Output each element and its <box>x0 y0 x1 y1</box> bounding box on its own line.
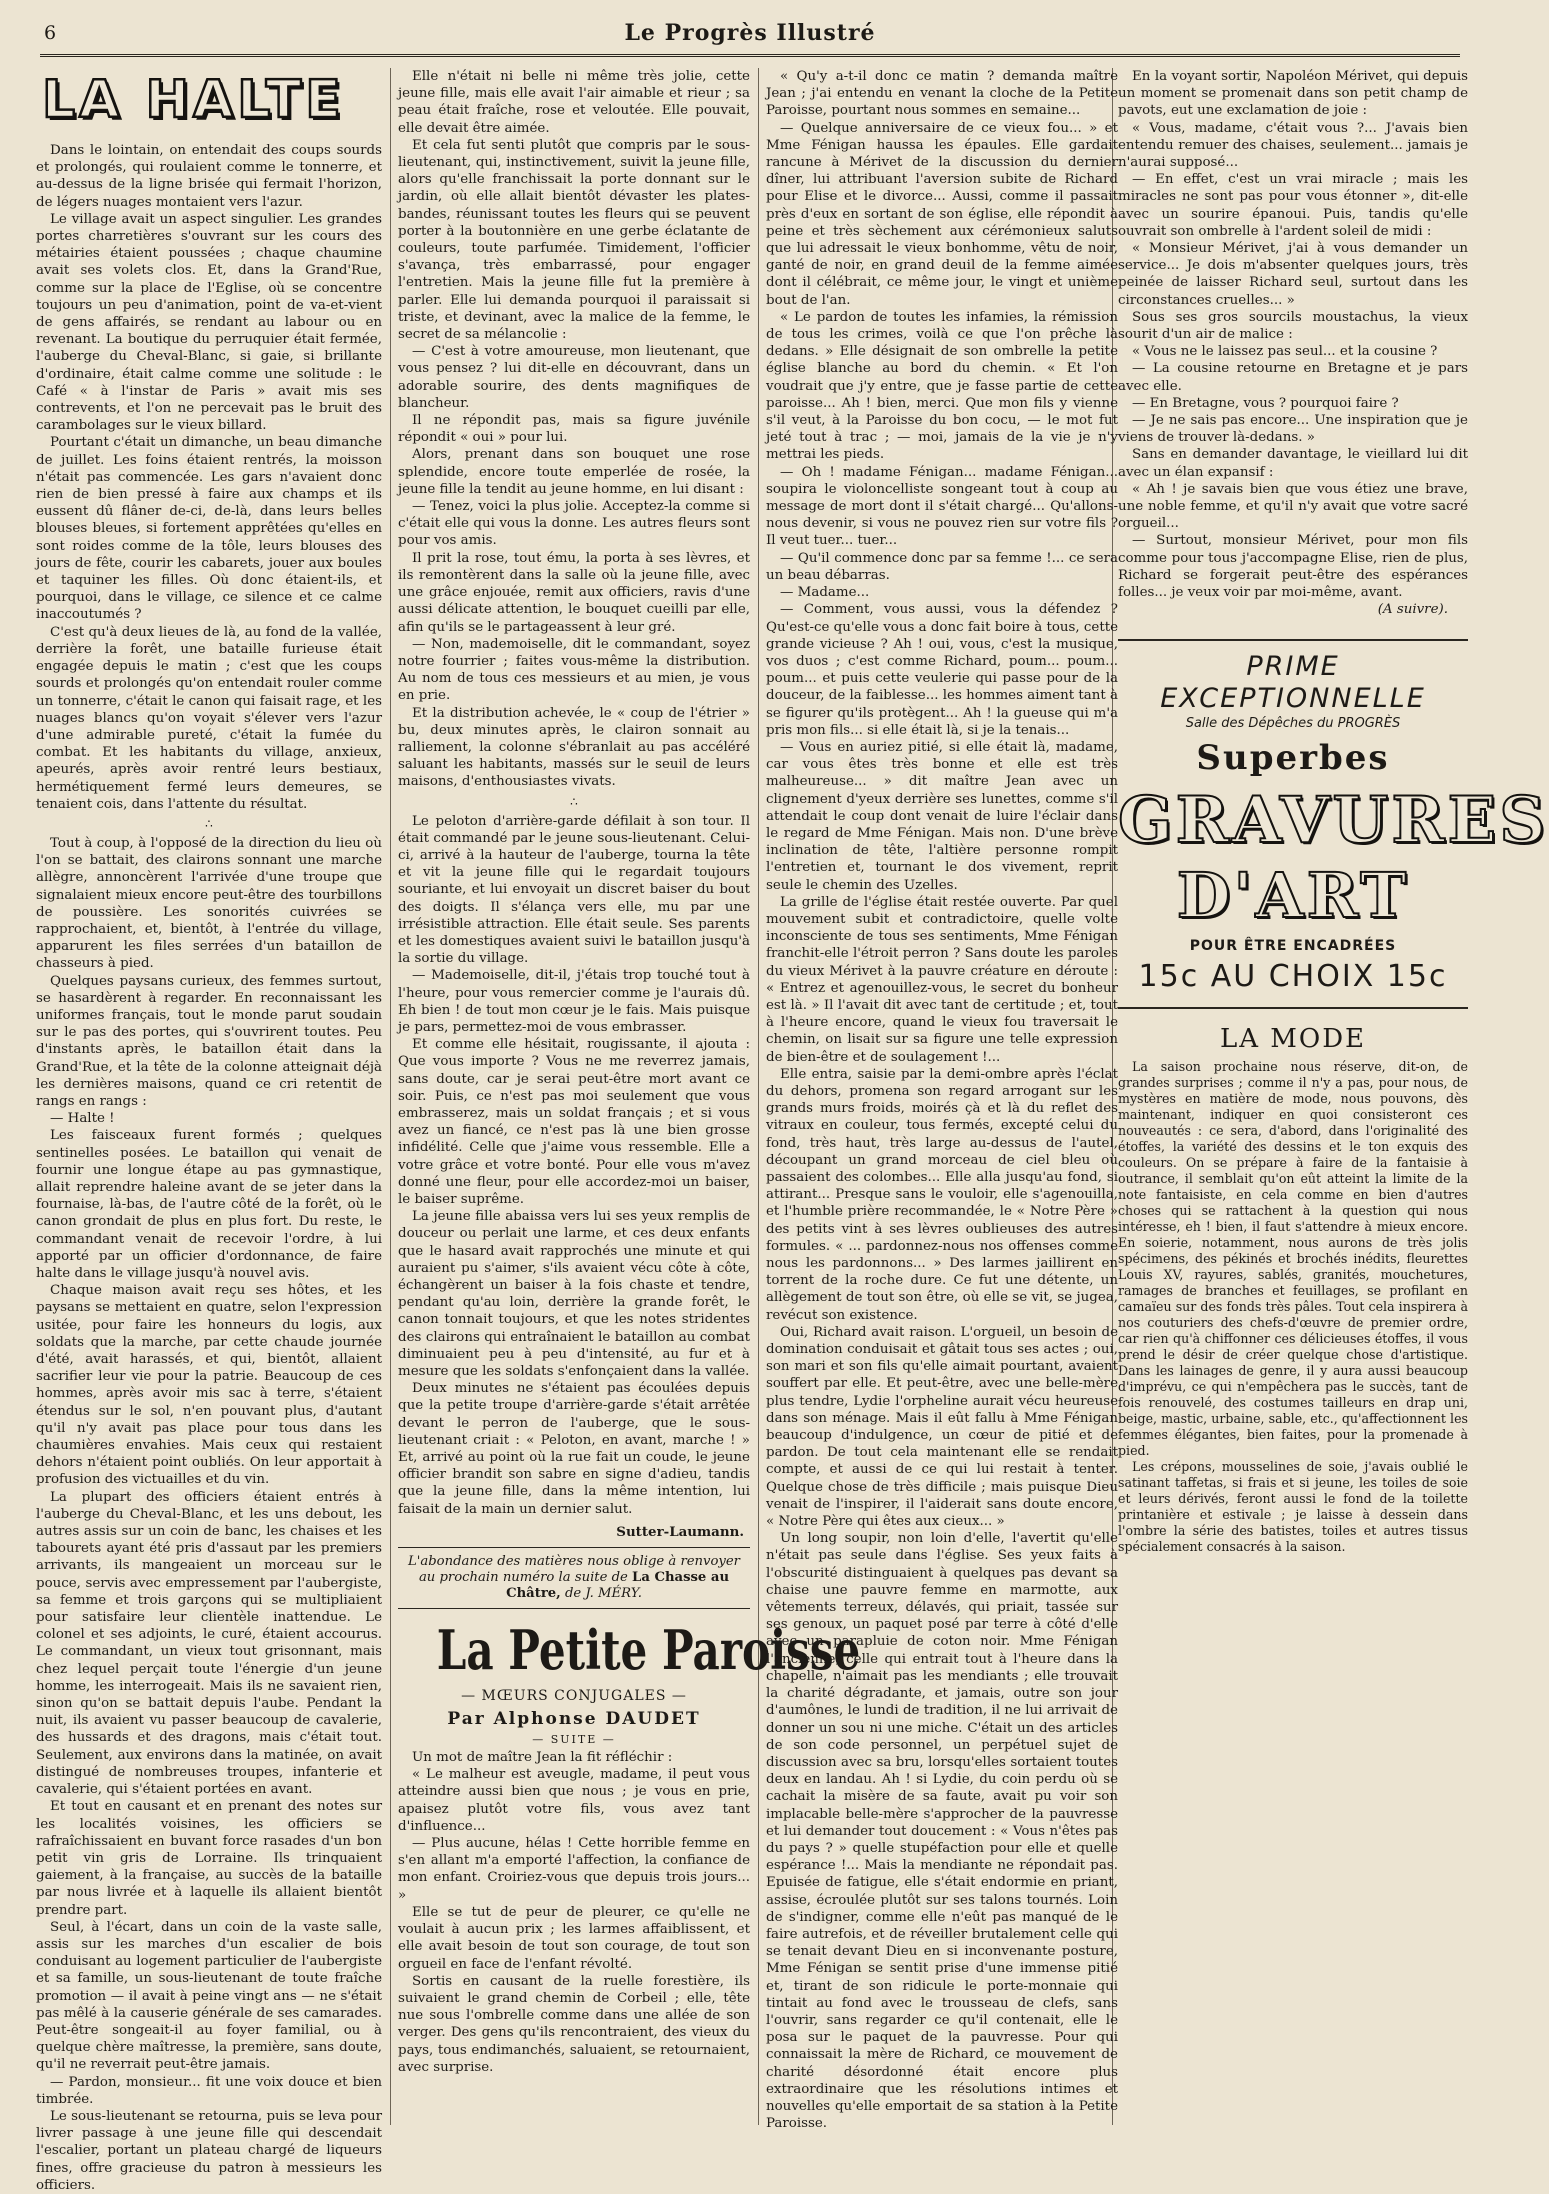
column-2 <box>398 68 861 2125</box>
halte-paragraph: Deux minutes ne s'étaient pas écoulées depuis que la petite troupe d'arrière-garde s'était arrêtée devant le perron de l'auberge, que le sous-lieutenant criait : « Peloton, en avant, marche ! » Et, arrivé au point où la rue fait un coude, le jeune officier brandit son sabre en signe d'adieu, tandis que la jeune fille, dans la même intention, lui faisait de la main un dernier salut. <box>398 1381 750 1517</box>
paroisse-paragraph: « Le malheur est aveugle, madame, il peut vous atteindre aussi bien que nous ; je vous en prie, apaisez plutôt votre fils, vous avez tant d'influence... <box>398 1767 750 1834</box>
paroisse-paragraph: — Plus aucune, hélas ! Cette horrible femme en s'en allant m'a emporté l'affection, la confiance de mon enfant. Croiriez-vous que depuis trois jours... » <box>398 1836 750 1903</box>
paroisse-paragraph: — En effet, c'est un vrai miracle ; mais les miracles ne sont pas pour vous étonner », dit-elle avec un sourire épanoui. Puis, tandis qu'elle ouvrait son ombrelle à l'ardent soleil de midi : <box>1118 172 1468 239</box>
halte-paragraph: Et comme elle hésitait, rougissante, il ajouta : Que vous importe ? Vous ne me reverrez jamais, sans doute, car je serai peut-être mort avant ce soir. Puis, ce n'est pas moi seulement que vous embrasserez, mais un soldat français ; et si vous avez un fiancé, ce n'est pas là une bien grosse infidélité. Celle que j'aime vous ressemble. Elle a votre grâce et votre bonté. Pour elle vous m'avez donné une fleur, pour elle accordez-moi un baiser, le baiser suprême. <box>398 1037 750 1207</box>
paroisse-paragraph: — Qu'il commence donc par sa femme !... ce sera un beau débarras. <box>766 550 1118 583</box>
paroisse-paragraph: — Comment, vous aussi, vous la défendez ? Qu'est-ce qu'elle vous a donc fait boire à tous, cette grande vicieuse ? Ah ! oui, vous, c'est la musique, vos duos ; c'est comme Richard, poum... poum... poum... et puis cette veulerie qui passe pour de la douceur, de la faiblesse... les hommes aiment tant à se figurer qu'ils protègent... Ah ! la gueuse qui m'a pris mon fils... si elle était là, si je la tenais... <box>766 602 1119 738</box>
divider <box>398 1608 750 1609</box>
halte-paragraph: Il prit la rose, tout ému, la porta à ses lèvres, et ils remontèrent dans la salle où la jeune fille, avec une grâce enjouée, remit aux officiers, ravis d'une aussi délicate attention, le bouquet cueilli par elle, afin qu'ils se le partageassent à leur gré. <box>398 550 750 635</box>
paroisse-paragraph: « Vous ne le laissez pas seul... et la cousine ? <box>1132 344 1438 360</box>
halte-paragraph: Elle n'était ni belle ni même très jolie, cette jeune fille, mais elle avait l'air aimable et rieur ; sa peau était fraîche, rose et veloutée. Elle pouvait, elle devait être aimée. <box>398 69 750 136</box>
paroisse-paragraph: Sous ses gros sourcils moustachus, la vieux sourit d'un air de malice : <box>1118 309 1468 343</box>
halte-paragraph: — Mademoiselle, dit-il, j'étais trop touché tout à l'heure, pour vous remercier comme je l'aurais dû. Eh bien ! de tout mon cœur je le fais. Mais puisque je pars, permettez-moi de vous embrasser. <box>398 968 750 1035</box>
paroisse-paragraph: — Je ne sais pas encore... Une inspiration que je viens de trouver là-dedans. » <box>1118 413 1468 446</box>
editorial-notice <box>406 1554 742 1602</box>
paroisse-paragraph: — Surtout, monsieur Mérivet, pour mon fils comme pour tous j'accompagne Elise, rien de plus, Richard se forgerait peut-être des espérances folles... je veux voir par moi-même, avant. <box>1118 533 1468 601</box>
paroisse-paragraph: Elle entra, saisie par la demi-ombre après l'éclat du dehors, promena son regard arrogant sur les grands murs froids, moirés çà et là du reflet des vitraux en couleur, tous fermés, excepté celui du fond, très haut, très large au-dessus de l'autel, découpant un grand morceau de ciel bleu où passaient des colombes... Elle alla jusqu'au fond, si attirant... Presque sans le vouloir, elle s'agenouilla, et l'humble prière recommandée, le « Notre Père » des petits vint à ses lèvres oublieuses des autres formules. « ... pardonnez-nous nos offenses comme nous les pardonnons... » Des larmes jaillirent en torrent de la roche dure. Ce fut une détente, un allègement de tout son être, où elle se vit, se jugea, revécut son existence. <box>766 1066 1118 1323</box>
ad-pour-encadrer: POUR ÊTRE ENCADRÉES <box>1189 937 1397 954</box>
halte-paragraph: Il ne répondit pas, mais sa figure juvénile répondit « oui » pour lui. <box>398 413 750 446</box>
paroisse-paragraph: Sortis en causant de la ruelle forestière, ils suivaient le grand chemin de Corbeil ; elle, tête nue sous l'ombrelle comme dans une allée de son verger. Des gens qu'ils rencontraient, des vieux du pays, tous endimanchés, saluaient, se retournaient, avec surprise. <box>398 1973 750 2075</box>
halte-paragraph: — C'est à votre amoureuse, mon lieutenant, que vous pensez ? lui dit-elle en découvrant, dans un adorable sourire, des dents magnifiques de blancheur. <box>398 344 750 411</box>
ad-gravures: GRAVURES <box>1118 782 1549 858</box>
halte-paragraph: — Tenez, voici la plus jolie. Acceptez-la comme si c'était elle qui vous la donne. Les autres fleurs sont pour vos amis. <box>398 499 750 549</box>
halte-paragraph: Le sous-lieutenant se retourna, puis se leva pour livrer passage à une jeune fille qui descendait l'escalier, portant un plateau chargé de liqueurs fines, offre gracieuse du patron à messieurs les officiers. <box>36 2108 382 2193</box>
halte-paragraph: Chaque maison avait reçu ses hôtes, et les paysans se mettaient en quatre, selon l'expression usitée, pour faire les honneurs du logis, aux soldats que la marche, par cette chaude journée d'été, avait harassés, et qui, bientôt, allaient sacrifier leur vie pour la patrie. Beaucoup de ces hommes, après avoir mis sac à terre, s'étaient étendus sur le sol, n'en pouvant plus, d'autant qu'il n'y avait pas place pour tous dans les chaumières envahies. Mais ceux qui restaient dehors n'étaient point oubliés. On leur apportait à profusion des victuailles et du vin. <box>36 1283 382 1488</box>
column-3 <box>766 68 1119 2132</box>
section-ornament: ∴ <box>570 794 578 809</box>
ad-superbes: Superbes <box>1196 737 1390 778</box>
to-be-continued: (A suivre). <box>1377 602 1448 618</box>
paroisse-paragraph: « Ah ! je savais bien que vous étiez une brave, une noble femme, et qu'il n'y avait que votre sacré orgueil... <box>1118 481 1468 532</box>
halte-paragraph: — Halte ! <box>50 1111 115 1127</box>
mode-paragraph: Les crépons, mousselines de soie, j'avais oublié le satinant taffetas, si frais et si jeune, les toiles de soie et leurs dérivés, feront aussi le fond de la toilette printanière et estivale ; je laisse à dessein dans l'ombre la série des batistes, toiles et autres tissus spécialement consacrés à la saison. <box>1118 1458 1468 1554</box>
ad-headline: PRIME EXCEPTIONNELLE <box>1160 650 1426 714</box>
halte-paragraph: Le village avait un aspect singulier. Les grandes portes charretières s'ouvrant sur les cours des métairies étaient poussées ; chaque chaumine avait ses volets clos. Et, dans la Grand'Rue, comme sur la place de l'Eglise, où se concentre toujours un peu d'animation, point de va-et-vient de gens affairés, se rendant au labour ou en revenant. La boutique du perruquier était fermée, l'auberge du Cheval-Blanc, si gaie, si brillante d'ordinaire, était calme comme une solitude : le Café « à l'instar de Paris » avait mis ses contrevents, et l'on ne percevait pas le bruit des carambolages sur le vieux billard. <box>36 211 382 434</box>
advertisement <box>1118 639 1549 1009</box>
divider <box>398 1547 750 1548</box>
petite-paroisse-author: Par Alphonse DAUDET <box>447 1709 701 1730</box>
la-mode-body <box>1118 1059 1468 1555</box>
paroisse-paragraph: « Vous, madame, c'était vous ?... J'avais bien entendu remuer des chaises, seulement... jamais je n'aurai supposé... <box>1118 120 1468 171</box>
halte-paragraph: Seul, à l'écart, dans un coin de la vaste salle, assis sur les marches d'un escalier de bois conduisant au logement particulier de l'aubergiste et sa famille, un sous-lieutenant de toute fraîche promotion — il avait à peine vingt ans — ne s'était pas mêlé à la causerie générale de ses camarades. Peut-être songeait-il au foyer familial, ou à quelque chère maîtresse, la première, sans doute, qu'il ne reverrait peut-être jamais. <box>36 1919 382 2073</box>
ad-art: D'ART <box>1176 858 1410 932</box>
newspaper-title: Le Progrès Illustré <box>624 20 876 46</box>
section-ornament: ∴ <box>205 816 213 831</box>
ad-subline: Salle des Dépêches du PROGRÈS <box>1185 715 1401 731</box>
paroisse-paragraph: — Oh ! madame Fénigan... madame Fénigan... soupira le violoncelliste songeant tout à coup au message de mort dont il s'était chargé... Qu'allons-nous devenir, si vous ne pouvez rien sur votre fils ? Il veut tuer... tuer... <box>766 464 1118 549</box>
halte-paragraph: Les faisceaux furent formés ; quelques sentinelles posées. Le bataillon qui venait de fournir une longue étape au pas gymnastique, allait reprendre haleine avant de se jeter dans la fournaise, là-bas, de l'autre côté de la forêt, où le canon grondait de plus en plus fort. Du reste, le commandant venait de recevoir l'ordre, à lui apporté par un officier d'ordonnance, de faire halte dans le village jusqu'à nouvel avis. <box>36 1128 382 1281</box>
halte-paragraph: Dans le lointain, on entendait des coups sourds et prolongés, qui roulaient comme le tonnerre, et au-dessus de la ligne brisée qui fermait l'horizon, de légers nuages montaient vers l'azur. <box>36 143 382 210</box>
page-number: 6 <box>44 22 57 44</box>
paroisse-paragraph: — La cousine retourne en Bretagne et je pars avec elle. <box>1118 361 1468 394</box>
mode-paragraph: La saison prochaine nous réserve, dit-on, de grandes surprises ; comme il n'y a pas, pour nous, de mystères en matière de mode, nous pouvons, dès maintenant, indiquer en quoi consisteront ces nouveautés : ce sera, d'abord, dans l'originalité des étoffes, la variété des dessins et le ton exquis des couleurs. On se prépare à faire de la fantaisie à outrance, il semblait qu'on eût atteint la limite de la note fantaisiste, en cela comme en bien d'autres choses qui se rattachent à la question qui nous intéresse, eh ! bien, il faut s'attendre à mieux encore. En soierie, notamment, nous aurons de très jolis spécimens, des pékinés et brochés inédits, fleurettes Louis XV, rayures, sablés, granités, mouchetures, ramages de branches et feuillages, se profilant en camaïeu sur des fonds très pâles. Tout cela inspirera à nos couturiers des chefs-d'œuvre de premier ordre, car rien qu'à chiffonner ces délicieuses étoffes, il vous prend le désir de créer quelque chose d'artistique. Dans les lainages de genre, il y aura aussi beaucoup d'imprévu, ce qui n'empêchera pas le succès, tant de fois renouvelé, des costumes tailleurs en drap uni, beige, mastic, urbaine, sable, etc., qu'affectionnent les femmes élégantes, bien faites, pour la promenade à pied. <box>1118 1058 1468 1458</box>
halte-paragraph: — Pardon, monsieur... fit une voix douce et bien timbrée. <box>36 2074 382 2107</box>
halte-paragraph: Alors, prenant dans son bouquet une rose splendide, encore toute emperlée de rosée, la jeune fille la tendit au jeune homme, en lui disant : <box>398 447 750 497</box>
notice-story-title: La Chasse au Châtre, <box>506 1570 730 1602</box>
paroisse-paragraph: « Monsieur Mérivet, j'ai à vous demander un service... Je dois m'absenter quelques jours, très peinée de laisser Richard seul, surtout dans les circonstances cruelles... » <box>1118 241 1468 308</box>
halte-paragraph: Tout à coup, à l'opposé de la direction du lieu où l'on se battait, des clairons sonnant une marche allègre, annoncèrent l'arrivée d'une troupe que signalaient mieux encore peut-être des tourbillons de poussière. Les sonorités cuivrées se rapprochaient, et, bientôt, à l'entrée du village, apparurent les files serrées d'un bataillon de chasseurs à pied. <box>36 835 382 972</box>
halte-paragraph: Et cela fut senti plutôt que compris par le sous-lieutenant, qui, instinctivement, suivit la jeune fille, alors qu'elle franchissait la porte donnant sur le jardin, où elle allait bientôt dévaster les plates-bandes, réunissant toutes les fleurs qui se peuvent porter à la boutonnière en une gerbe éclatante de couleurs, toute parfumée. Timidement, l'officier s'avança, très embarrassé, pour engager l'entretien. Mais la jeune fille fut la première à parler. Elle lui demanda pourquoi il paraissait si triste, et devinant, avec la malice de la femme, le secret de sa mélancolie : <box>398 137 750 343</box>
halte-paragraph: Pourtant c'était un dimanche, un beau dimanche de juillet. Les foins étaient rentrés, la moisson n'était pas commencée. Les gars n'avaient donc rien de bien pressé à faire aux champs et ils eussent dû flâner de-ci, de-là, dans leurs belles blouses bleues, si fortement apprêtées qu'elles en sont roides comme de la tôle, leurs blouses des jours de fête, courir les cabarets, jouer aux boules et taquiner les filles. Où donc étaient-ils, et pourquoi, dans le village, ce silence et ce calme inaccoutumés ? <box>36 435 382 623</box>
halte-paragraph: — Non, mademoiselle, dit le commandant, soyez notre fourrier ; faites vous-même la distribution. Au nom de tous ces messieurs et au mien, je vous en prie. <box>398 636 750 704</box>
notice-author: de J. MÉRY. <box>564 1586 642 1602</box>
paroisse-paragraph: « Qu'y a-t-il donc ce matin ? demanda maître Jean ; j'ai entendu en venant la cloche de la Petite Paroisse, pourtant nous sommes en semaine... <box>766 69 1118 119</box>
paroisse-paragraph: Un long soupir, non loin d'elle, l'avertit qu'elle n'était pas seule dans l'église. Ses yeux faits à l'obscurité distinguaient à quelques pas devant sa chaise une pauvre femme en marmotte, aux vêtements terreux, délavés, qui priait, tassée sur ses genoux, un paquet posé par terre à côté d'elle avec un parapluie de coton noir. Mme Fénigan l'ancienne, celle qui entrait tout à l'heure dans la chapelle, n'aimait pas les mendiants ; elle trouvait la charité dégradante, et jamais, outre son jour d'aumônes, le lundi de tradition, il ne lui arrivait de donner un sou ni une miche. C'était un des articles de son code personnel, un perpétuel sujet de discussion avec sa bru, lorsqu'elles sortaient toutes deux en landau. Ah ! si Lydie, du coin perdu où se cachait la misère de sa faute, avait pu voir son implacable belle-mère s'approcher de la pauvresse et lui demander tout doucement : « Vous n'êtes pas du pays ? » quelle stupéfaction pour elle et quelle espérance !... Mais la mendiante ne répondait pas. Epuisée de fatigue, elle s'était endormie en priant, assise, écroulée plutôt sur ses talons tournés. Loin de s'indigner, comme elle n'eût pas manqué de le faire autrefois, et de réveiller brutalement celle qui se tenait devant Dieu en si inconvenante posture, Mme Fénigan se sentit prise d'une immense pitié et, tirant de son ridicule le porte-monnaie qui tintait au fond avec le trousseau de clefs, sans l'ouvrir, sans regarder ce qu'il contenait, elle le posa sur le paquet de la pauvresse. Pour qui connaissait la mère de Richard, ce mouvement de charité désordonné était encore plus extraordinaire que les résolutions intimes et nouvelles qu'elle emportait de sa station à la Petite Paroisse. <box>766 1531 1118 2132</box>
halte-paragraph: La jeune fille abaissa vers lui ses yeux remplis de douceur ou perlait une larme, et ces deux enfants que le hasard avait rapprochés une minute et qui auraient pu s'aimer, s'ils avaient vécu côte à côte, échangèrent un baiser à la fois chaste et tendre, pendant qu'au loin, derrière la grande forêt, le canon tonnait toujours, et que les notes stridentes des clairons qui entraînaient le bataillon au combat diminuaient peu à peu d'intensité, au fur et à mesure que les soldats s'enfonçaient dans la vallée. <box>398 1209 750 1380</box>
notice-text: L'abondance des matières nous oblige à renvoyer au prochain numéro la suite de <box>407 1554 740 1586</box>
halte-paragraph: C'est qu'à deux lieues de là, au fond de la vallée, derrière la forêt, une bataille furieuse était engagée depuis le matin ; c'est que les coups sourds et prolongés qu'on entendait rouler comme un tonnerre, c'était le canon qui faisait rage, et les nuages blancs qu'on voyait s'élever vers l'azur d'une admirable pureté, c'était la fumée du combat. Et les habitants du village, anxieux, apeurés, après avoir rentré leurs bestiaux, hermétiquement fermé leurs demeures, se tenaient cois, dans l'attente du résultat. <box>36 624 382 812</box>
paroisse-paragraph: Sans en demander davantage, le vieillard lui dit avec un élan expansif : <box>1118 447 1468 480</box>
la-mode-title: LA MODE <box>1219 1023 1367 1054</box>
paroisse-paragraph: « Le pardon de toutes les infamies, la rémission de tous les crimes, voilà ce que l'on prêche là dedans. » Elle désignait de son ombrelle la petite église blanche au bord du chemin. « Et l'on voudrait que j'y entre, que je fasse partie de cette paroisse... Ah ! bien, merci. Que mon fils y vienne s'il veut, à la Paroisse du bon cocu, — le mot fut jeté tout à trac ; — moi, jamais de la vie je n'y mettrai les pieds. <box>766 309 1118 463</box>
column-rule <box>758 68 759 2125</box>
paroisse-paragraph: Oui, Richard avait raison. L'orgueil, un besoin de domination conduisait et gâtait tous ses actes ; oui, son mari et son fils qu'elle aimait pourtant, avaient souffert par elle. Et peut-être, avec une belle-mère plus tendre, Lydie l'orpheline aurait vécu heureuse dans son ménage. Mais il eût fallu à Mme Fénigan beaucoup d'indulgence, un cœur de pitié et de pardon. De tout cela maintenant elle se rendait compte, et aussi de ce qui lui restait à tenter. Quelque chose de très difficile ; mais puisque Dieu venait de l'inspirer, il l'aiderait sans doute encore, « Notre Père qui êtes aux cieux... » <box>766 1324 1118 1530</box>
halte-paragraph: Le peloton d'arrière-garde défilait à son tour. Il était commandé par le jeune sous-lieutenant. Celui-ci, arrivé à la hauteur de l'auberge, tourna la tête et vit la jeune fille qui le regardait toujours souriante, et lui envoyait un discret baiser du bout des doigts. Il s'élança vers elle, mu par une irrésistible attraction. Elle était seule. Ses parents et les domestiques avaient suivi le bataillon jusqu'à la sortie du village. <box>398 813 750 967</box>
petite-paroisse-subtitle: — MŒURS CONJUGALES — <box>461 1688 687 1705</box>
column-rule <box>390 68 391 2125</box>
paroisse-paragraph: La grille de l'église était restée ouverte. Par quel mouvement subit et contradictoire, quelle volte inconsciente de tous ses sentiments, Mme Fénigan franchit-elle l'étroit perron ? Sans doute les paroles du vieux Mérivet à la pauvre créature en déroute : « Entrez et agenouillez-vous, le secret du bonheur est là. » Il l'avait dit avec tant de certitude ; et, tout à l'heure encore, quand le vieux fou traversait le chemin, on lisait sur sa figure une telle expression de bien-être et de soulagement !... <box>766 894 1118 1065</box>
halte-paragraph: Quelques paysans curieux, des femmes surtout, se hasardèrent à regarder. En reconnaissant les uniformes français, tout le monde parut soudain sur le pas des portes, qui s'ouvrirent toutes. Peu d'instants après, le bataillon était dans la Grand'Rue, et la tête de la colonne atteignait déjà les dernières maisons, quand ce cri retentit de rangs en rangs : <box>36 973 382 1109</box>
petite-paroisse-suite: — SUITE — <box>532 1733 616 1747</box>
paroisse-paragraph: En la voyant sortir, Napoléon Mérivet, qui depuis un moment se promenait dans son petit champ de pavots, eut une exclamation de joie : <box>1118 69 1468 119</box>
paroisse-paragraph: Un mot de maître Jean la fit réfléchir : <box>412 1750 673 1766</box>
paroisse-paragraph: Elle se tut de peur de pleurer, ce qu'elle ne voulait à aucun prix ; les larmes affaiblissent, et elle avait besoin de tout son courage, de tout son orgueil en face de l'enfant révolté. <box>398 1904 750 1972</box>
halte-paragraph: Et tout en causant et en prenant des notes sur les localités voisines, les officiers se rafraîchissaient en buvant force rasades d'un bon petit vin gris de Lorraine. Ils trinquaient gaiement, à la française, au succès de la bataille par nous livrée et à laquelle ils allaient bientôt prendre part. <box>36 1799 382 1918</box>
paroisse-paragraph: — Madame... <box>780 585 870 601</box>
la-halte-title: LA HALTE <box>42 70 345 130</box>
petite-paroisse-title: La Petite Paroisse <box>436 1618 861 1683</box>
paroisse-paragraph: — En Bretagne, vous ? pourquoi faire ? <box>1132 395 1399 411</box>
page-header <box>40 16 1460 57</box>
halte-signature: Sutter-Laumann. <box>616 1523 744 1540</box>
halte-paragraph: La plupart des officiers étaient entrés à l'auberge du Cheval-Blanc, et les uns debout, les autres assis sur un coin de banc, les chaises et les tabourets ayant été pris d'assaut par les premiers arrivants, ils mangeaient un morceau sur le pouce, servis avec empressement par l'aubergiste, sa femme et trois garçons qui se multipliaient pour satisfaire leur clientèle inattendue. Le colonel et ses adjoints, le curé, étaient accourus. Le commandant, un vieux tout grisonnant, mais chez lequel perçait toute l'énergie d'un jeune homme, les interrogeait. Mais ils ne savaient rien, sinon qu'on se battait depuis l'aube. Pendant la nuit, ils avaient vu passer beaucoup de cavalerie, des hussards et des dragons, mais c'était tout. Seulement, aux environs dans la matinée, on avait distingué de nombreuses troupes, infanterie et cavalerie, qui s'étaient portées en avant. <box>36 1489 382 1798</box>
column-1 <box>36 68 382 2193</box>
ad-price: 15c AU CHOIX 15c <box>1138 958 1448 994</box>
halte-paragraph: Et la distribution achevée, le « coup de l'étrier » bu, deux minutes après, le clairon sonnait au ralliement, la colonne s'ébranlait au pas accéléré saluant les habitants, massés sur le seuil de leurs maisons, d'enthousiastes vivats. <box>398 705 750 790</box>
paroisse-paragraph: — Quelque anniversaire de ce vieux fou... » et Mme Fénigan haussa les épaules. Elle gardait rancune à Mérivet de la discussion du dernier dîner, lui attribuant l'aversion subite de Richard pour Elise et le divorce... Aussi, comme il passait près d'eux en sortant de son église, elle répondit à peine et très sèchement aux cérémonieux saluts que lui adressait le vieux bonhomme, vêtu de noir, ganté de noir, en grand deuil de la femme aimée dont il célébrait, ce même jour, le vingt et unième bout de l'an. <box>766 120 1118 308</box>
column-4 <box>1118 68 1549 2125</box>
paroisse-paragraph: — Vous en auriez pitié, si elle était là, madame, car vous êtes très bonne et elle est très malheureuse... » dit maître Jean avec un clignement d'yeux derrière ses lunettes, comme s'il attendait le coup dont venait de luire l'éclair dans le regard de Mme Fénigan. Mais non. D'une brève inclination de tête, l'altière personne rompit l'entretien et, tournant le dos vivement, reprit seule le chemin des Uzelles. <box>766 739 1118 893</box>
